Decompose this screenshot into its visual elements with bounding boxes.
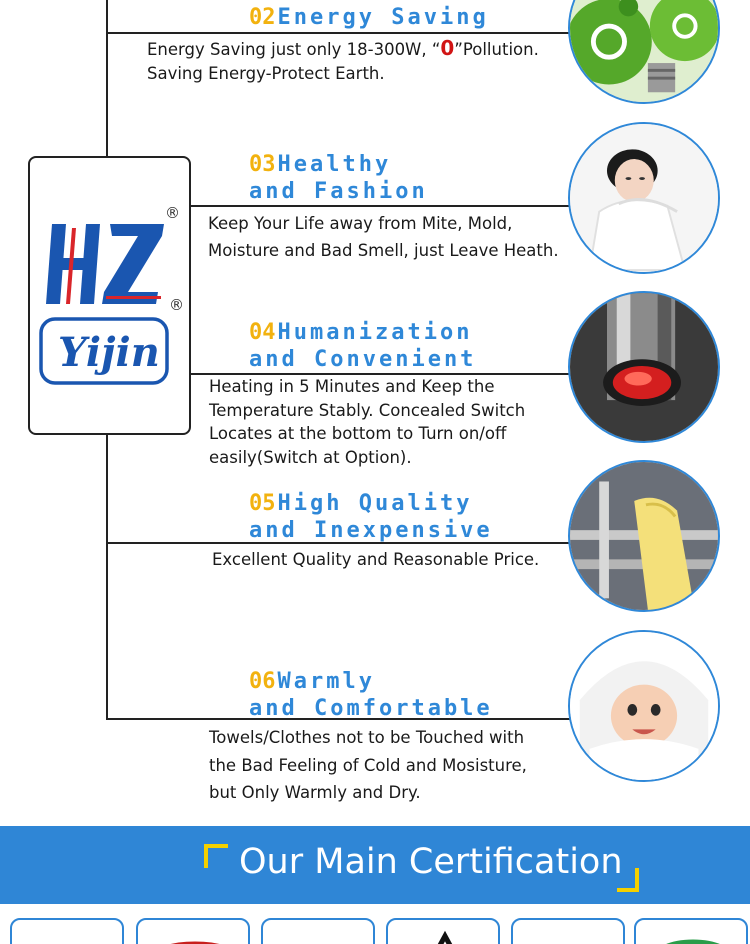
bracket-top-left-icon [204, 844, 228, 868]
certification-banner [0, 826, 750, 904]
svg-text:Yijin: Yijin [58, 329, 160, 376]
baby-towel-icon [568, 630, 720, 782]
feature-02-description: Energy Saving just only 18-300W, “0”Pollution. Saving Energy-Protect Earth. [147, 36, 539, 83]
feature-06-description: Towels/Clothes not to be Touched with the Bad Feeling of Cold and Mosisture, but Only Warmly and Dry. [209, 728, 527, 802]
timeline-line-bottom [106, 435, 108, 720]
cert-logo-2 [136, 918, 250, 944]
hz-logo-icon [46, 216, 181, 311]
feature-02-title: 02Energy Saving [249, 5, 489, 30]
heater-switch-icon [568, 291, 720, 443]
registered-mark-top: ® [165, 204, 180, 222]
registered-mark-bottom: ® [169, 296, 184, 314]
feature-05-title: 05High Quality and Inexpensive [249, 491, 493, 543]
divider-03 [191, 205, 569, 207]
cert-logo-6 [634, 918, 748, 944]
cert-logo-3 [261, 918, 375, 944]
feature-04-description: Heating in 5 Minutes and Keep the Temperature Stably. Concealed Switch Locates at the bottom to Turn on/off easily(Switch at Option). [209, 377, 526, 467]
woman-towel-icon [568, 122, 720, 274]
feature-03-description: Keep Your Life away from Mite, Mold, Moisture and Bad Smell, just Leave Heath. [208, 214, 559, 260]
feature-04-title: 04Humanization and Convenient [249, 320, 477, 372]
feature-05-description: Excellent Quality and Reasonable Price. [212, 550, 540, 569]
divider-02 [106, 32, 572, 34]
cert-logo-5 [511, 918, 625, 944]
brand-logo-card [28, 156, 191, 435]
feature-03-title: 03Healthy and Fashion [249, 152, 428, 204]
cert-logo-1 [10, 918, 124, 944]
bracket-bottom-right-icon [617, 868, 639, 892]
feature-06-title: 06Warmly and Comfortable [249, 669, 493, 721]
cert-logo-4 [386, 918, 500, 944]
timeline-line-top [106, 0, 108, 156]
towel-rack-icon [568, 460, 720, 612]
yijin-logo-icon [38, 316, 170, 388]
eco-lightbulb-icon [568, 0, 720, 104]
certification-title: Our Main Certification [239, 842, 623, 882]
